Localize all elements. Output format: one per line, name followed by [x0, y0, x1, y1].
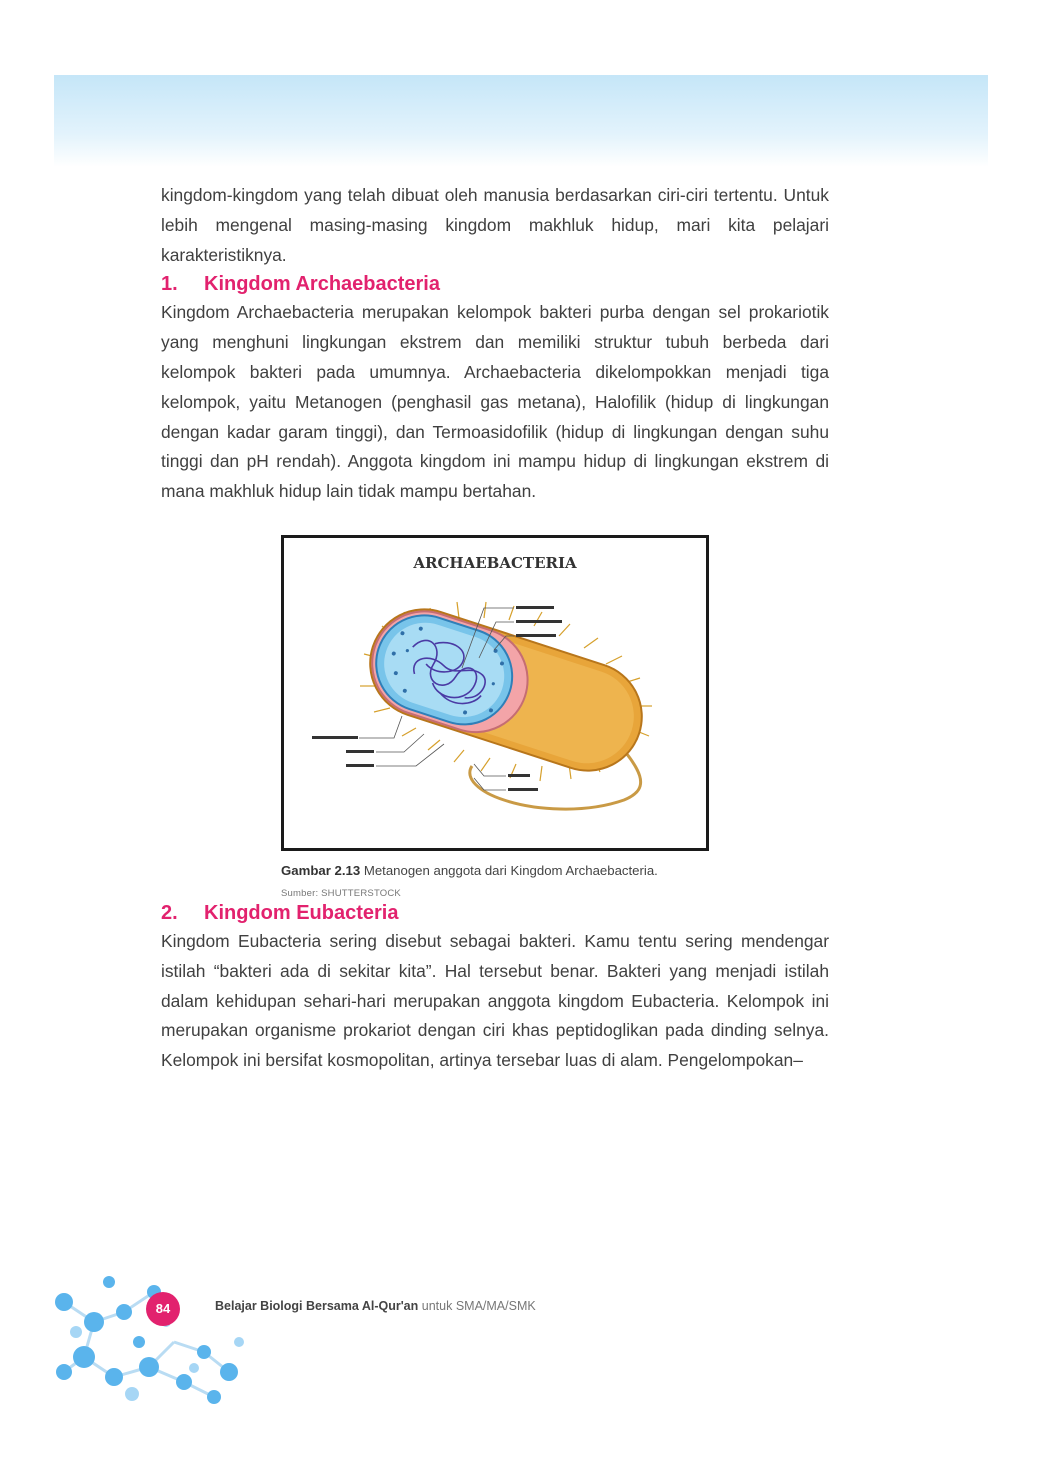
book-title — [215, 1299, 536, 1313]
figure-image — [281, 535, 709, 851]
book-title-level: SMA/MA/SMK — [455, 1299, 536, 1313]
figure-caption — [281, 861, 711, 880]
book-title-main: Belajar Biologi Bersama Al-Qur'an — [215, 1299, 419, 1313]
page-number-badge: 84 — [146, 1292, 180, 1326]
section-2-number: 2. — [161, 901, 178, 924]
figure-title: ARCHAEBACTERIA — [413, 553, 577, 572]
book-title-connector: untuk — [421, 1299, 453, 1313]
section-2-title: Kingdom Eubacteria — [204, 901, 399, 924]
section-1-number: 1. — [161, 273, 178, 296]
figure-caption-label: Gambar 2.13 — [281, 862, 361, 878]
figure — [281, 535, 711, 899]
section-2-paragraph: Kingdom Eubacteria sering disebut sebagai bakteri. Kamu tentu sering mendengar istilah “bakteri ada di sekitar kita”. Hal tersebut benar. Bakteri yang menjadi istilah dalam kehidupan sehari-hari merupakan anggota kingdom Eubacteria. Kelompok ini merupakan organisme prokariot dengan ciri khas peptidoglikan pada dinding selnya. Kelompok ini bersifat kosmopolitan, artinya tersebar luas di alam. Pengelompokan– — [161, 930, 829, 1071]
page-content — [161, 181, 829, 1076]
intro-paragraph: kingdom-kingdom yang telah dibuat oleh manusia berdasarkan ciri-ciri tertentu. Untuk lebih mengenal masing-masing kingdom makhluk hidup, mari kita pelajari karakteristiknya. — [161, 185, 829, 265]
figure-source: Sumber: SHUTTERSTOCK — [281, 887, 401, 899]
molecule-decoration-icon — [54, 1272, 254, 1405]
section-1-title: Kingdom Archaebacteria — [204, 273, 440, 296]
header-band — [54, 75, 988, 167]
archaebacteria-illustration — [284, 538, 706, 848]
section-1-paragraph: Kingdom Archaebacteria merupakan kelompok bakteri purba dengan sel prokariotik yang menghuni lingkungan ekstrem dan memiliki struktur tubuh berbeda dari kelompok bakteri pada umumnya. Archaebacteria dikelompokkan menjadi tiga kelompok, yaitu Metanogen (penghasil gas metana), Halofilik (hidup di lingkungan dengan kadar garam tinggi), dan Termoasidofilik (hidup di lingkungan dengan suhu tinggi dan pH rendah). Anggota kingdom ini mampu hidup di lingkungan ekstrem di mana makhluk hidup lain tidak mampu bertahan. — [161, 302, 829, 502]
page-footer — [54, 1272, 988, 1405]
book-page — [54, 75, 988, 1405]
section-1-heading — [161, 270, 829, 298]
figure-caption-text: Metanogen anggota dari Kingdom Archaebacteria. — [363, 862, 658, 878]
section-2-heading — [161, 899, 829, 927]
